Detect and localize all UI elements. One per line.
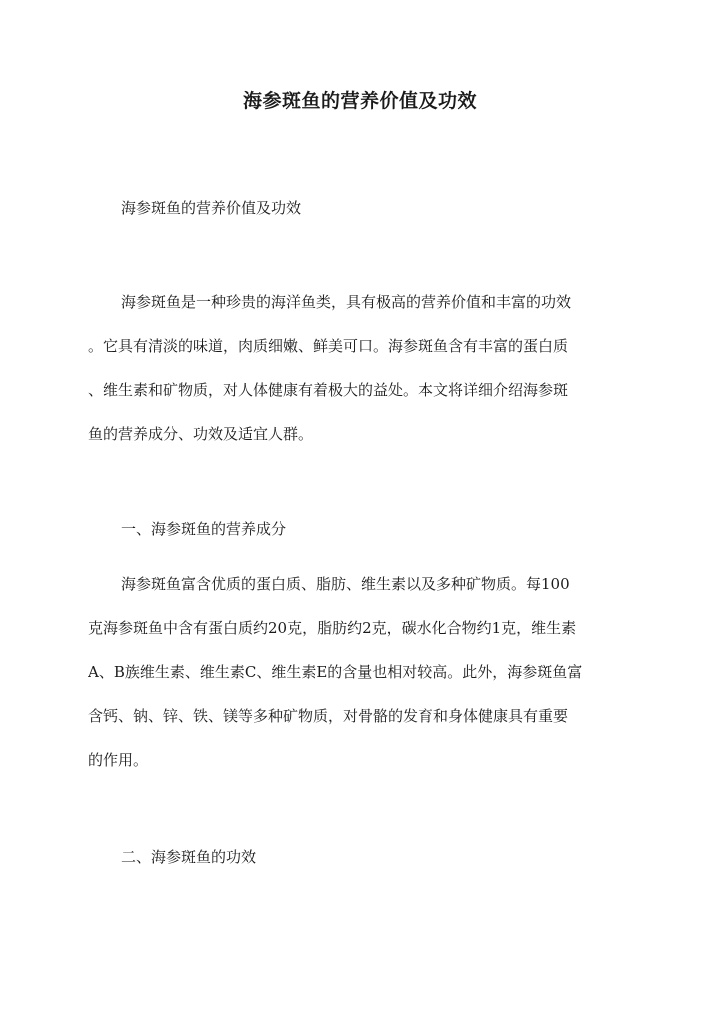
- paragraph-line: 克海参斑鱼中含有蛋白质约20克，脂肪约2克，碳水化合物约1克，维生素: [88, 619, 577, 637]
- intro-paragraph: [88, 292, 632, 468]
- document-subtitle: 海参斑鱼的营养价值及功效: [121, 199, 302, 217]
- paragraph-line: 海参斑鱼富含优质的蛋白质、脂肪、维生素以及多种矿物质。每100: [121, 575, 570, 593]
- section-heading-nutrition: 一、海参斑鱼的营养成分: [121, 520, 287, 538]
- paragraph-line: 、维生素和矿物质，对人体健康有着极大的益处。本文将详细介绍海参斑: [88, 381, 569, 399]
- nutrition-paragraph: [88, 574, 632, 794]
- paragraph-line: 海参斑鱼是一种珍贵的海洋鱼类，具有极高的营养价值和丰富的功效: [121, 293, 572, 311]
- section-heading-benefits: 二、海参斑鱼的功效: [121, 848, 257, 866]
- paragraph-line: A、B族维生素、维生素C、维生素E的含量也相对较高。此外，海参斑鱼富: [88, 663, 583, 681]
- paragraph-line: 的作用。: [88, 751, 149, 769]
- paragraph-line: 。它具有清淡的味道，肉质细嫩、鲜美可口。海参斑鱼含有丰富的蛋白质: [88, 337, 569, 355]
- paragraph-line: 含钙、钠、锌、铁、镁等多种矿物质，对骨骼的发育和身体健康具有重要: [88, 707, 569, 725]
- page-title: 海参斑鱼的营养价值及功效: [242, 90, 477, 112]
- paragraph-line: 鱼的营养成分、功效及适宜人群。: [88, 425, 314, 443]
